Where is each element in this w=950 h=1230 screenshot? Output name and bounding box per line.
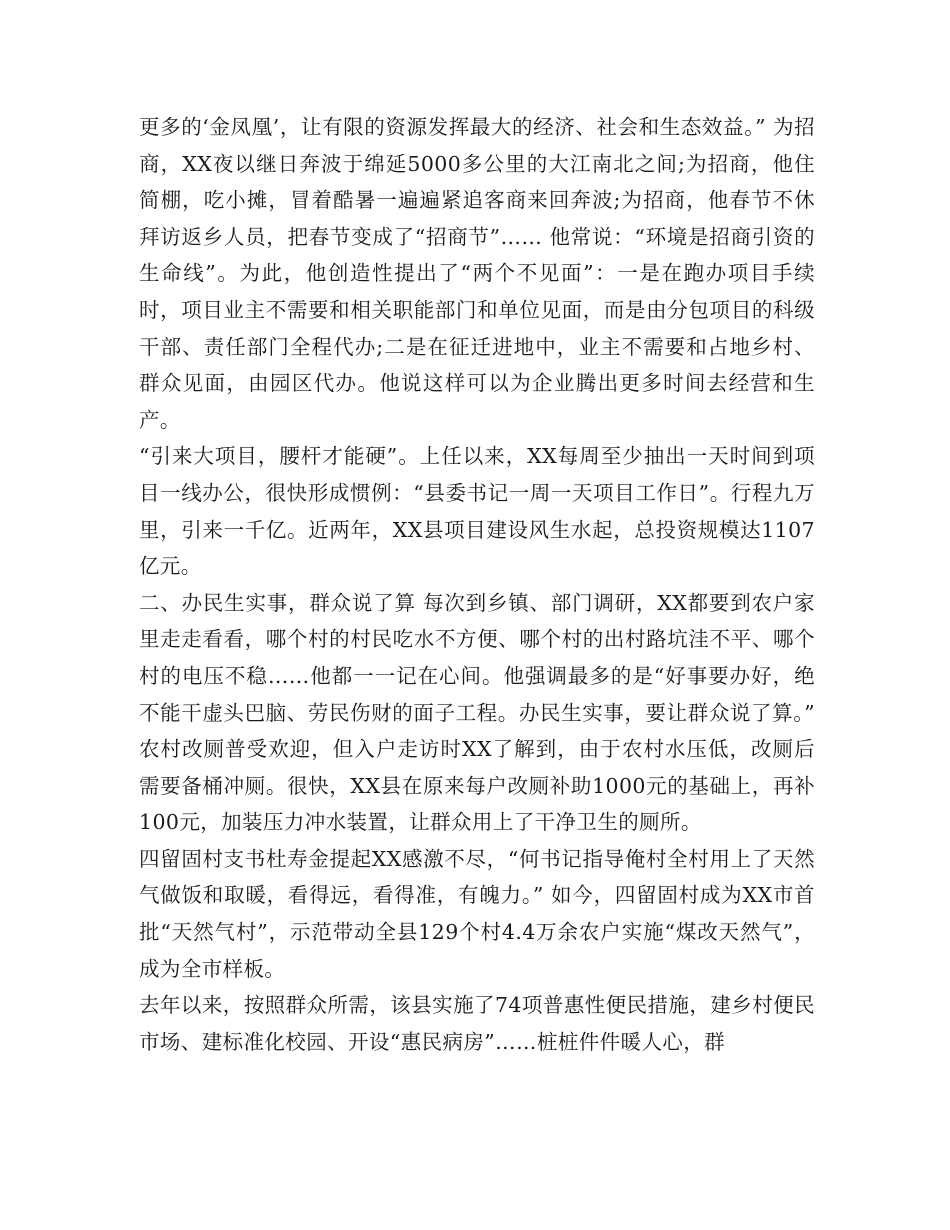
paragraph-investment-attraction: 更多的‘金凤凰’，让有限的资源发挥最大的经济、社会和生态效益。” 为招商，XX夜以继日奔波于绵延5000多公里的大江南北之间;为招商，他住简棚，吃小摊，冒着酷暑一遍遍紧追客商来回奔波;为招商，他春节不休拜访返乡人员，把春节变成了“招商节”…… 他常说：“环境是招商引资的生命线”。为此，他创造性提出了“两个不见面”：一是在跑办项目手续时，项目业主不需要和相关职能部门和单位见面，而是由分包项目的科级干部、责任部门全程代办;二是在征迁进地中，业主不需要和占地乡村、群众见面，由园区代办。他说这样可以为企业腾出更多时间去经营和生产。 (139, 115, 815, 432)
paragraph-natural-gas-village: 四留固村支书杜寿金提起XX感激不尽，“何书记指导俺村全村用上了天然气做饭和取暖，看得远，看得准，有魄力。” 如今，四留固村成为XX市首批“天然气村”，示范带动全县129个村4.4万余农户实施“煤改天然气”，成为全市样板。 (139, 846, 815, 981)
paragraph-livelihood-affairs: 二、办民生实事，群众说了算 每次到乡镇、部门调研，XX都要到农户家里走走看看，哪个村的村民吃水不方便、哪个村的出村路坑洼不平、哪个村的电压不稳……他都一一记在心间。他强调最多的是“好事要办好，绝不能干虚头巴脑、劳民伤财的面子工程。办民生实事，要让群众说了算。” 农村改厕普受欢迎，但入户走访时XX了解到，由于农村水压低，改厕后需要备桶冲厕。很快，XX县在原来每户改厕补助1000元的基础上，再补100元，加装压力冲水装置，让群众用上了干净卫生的厕所。 (139, 590, 815, 835)
paragraph-convenience-measures: 去年以来，按照群众所需，该县实施了74项普惠性便民措施，建乡村便民市场、建标准化校园、开设“惠民病房”……桩桩件件暖人心，群 (139, 993, 815, 1054)
document-body (139, 109, 815, 1060)
paragraph-big-projects: “引来大项目，腰杆才能硬”。上任以来，XX每周至少抽出一天时间到项目一线办公，很快形成惯例：“县委书记一周一天项目工作日”。行程九万里，引来一千亿。近两年，XX县项目建设风生水起，总投资规模达1107亿元。 (139, 444, 815, 579)
